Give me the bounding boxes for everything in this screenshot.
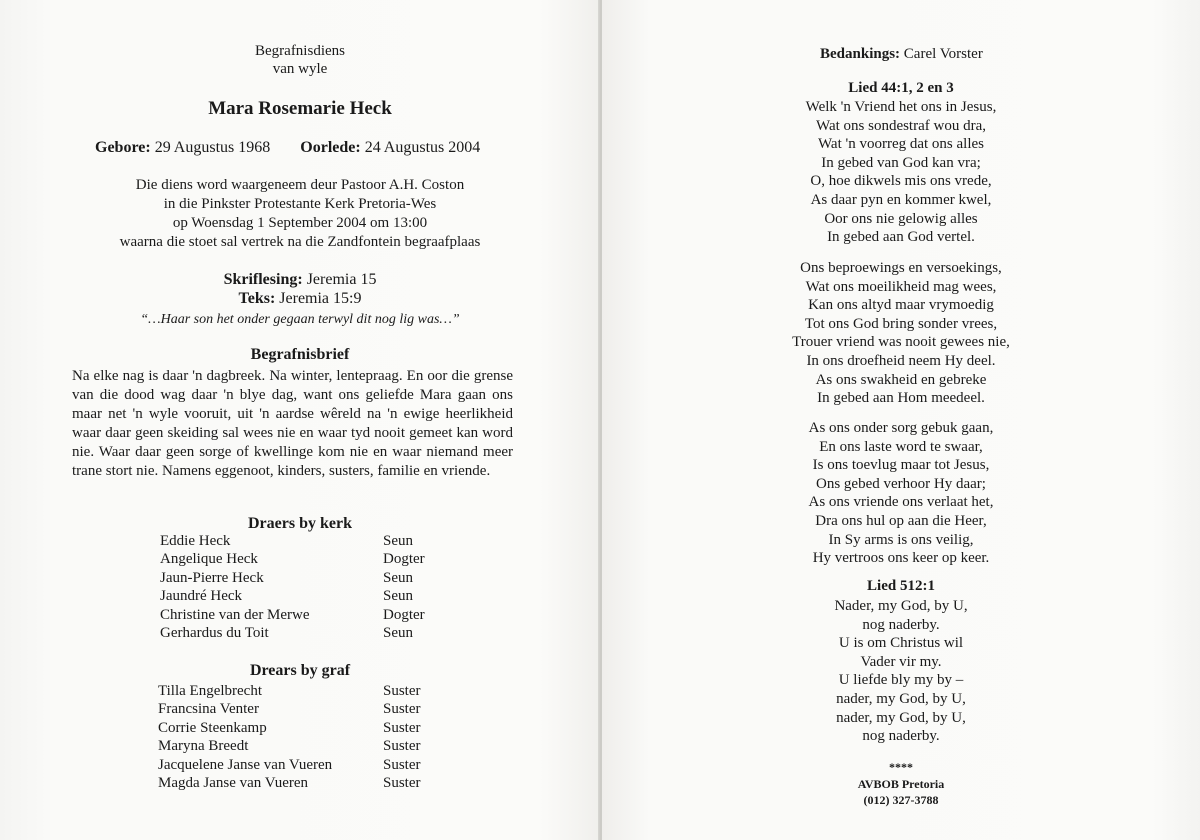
letter-title: Begrafnisbrief	[250, 346, 350, 363]
thanks-label: Bedankings:	[820, 46, 901, 62]
verse-line: Oor ons nie gelowig alles	[824, 210, 978, 227]
grave-bearers-title: Drears by graf	[249, 662, 351, 679]
bearer-relation: Dogter	[383, 606, 425, 623]
undertaker-phone: (012) 327-3788	[863, 793, 939, 807]
text-label: Teks:	[238, 290, 276, 307]
scripture-value: Jeremia 15	[306, 271, 377, 288]
hymn-verse-2	[602, 259, 1200, 408]
verse-line: As ons swakheid en gebreke	[815, 371, 987, 388]
bearer-relation: Seun	[383, 624, 413, 641]
service-line: waarna die stoet sal vertrek na die Zandfontein begraafplaas	[119, 234, 481, 250]
deceased-name: Mara Rosemarie Heck	[208, 98, 392, 119]
verse-line: Ons gebed verhoor Hy daar;	[816, 475, 986, 492]
verse-line: nader, my God, by U,	[836, 709, 966, 726]
acknowledgements	[820, 46, 983, 63]
died-label: Oorlede:	[300, 139, 361, 156]
church-bearers-title: Draers by kerk	[248, 515, 352, 532]
life-dates	[95, 139, 480, 157]
bearer-relation: Seun	[383, 588, 413, 605]
born-label: Gebore:	[95, 139, 151, 156]
bearer-relation: Suster	[383, 774, 421, 791]
undertaker-name: AVBOB Pretoria	[857, 777, 945, 791]
bearer-relation: Suster	[383, 683, 421, 699]
verse-line: U liefde bly my by –	[838, 672, 964, 689]
bearer-relation: Suster	[383, 701, 421, 718]
verse-line: Welk 'n Vriend het ons in Jesus,	[805, 99, 997, 115]
verse-line: Vader vir my.	[860, 653, 942, 670]
list-item	[160, 737, 460, 755]
header-line: van wyle	[272, 61, 328, 77]
bearer-name: Jacquelene Janse van Vueren	[158, 756, 333, 773]
list-item	[160, 550, 460, 568]
bearer-name: Tilla Engelbrecht	[158, 683, 263, 699]
bearer-relation: Suster	[383, 719, 421, 736]
born-date: 29 Augustus 1968	[154, 139, 271, 156]
verse-line: Wat 'n voorreg dat ons alles	[817, 136, 985, 153]
verse-line: nog naderby.	[862, 728, 940, 745]
bearer-name: Christine van der Merwe	[160, 606, 310, 623]
scripture-label: Skriflesing:	[223, 271, 303, 288]
verse-line: As daar pyn en kommer kwel,	[810, 191, 992, 208]
verse-line: Ons beproewings en versoekings,	[800, 260, 1002, 276]
verse-line: As ons vriende ons verlaat het,	[808, 494, 994, 511]
divider-stars: ****	[889, 760, 913, 774]
verse-line: In ons droefheid neem Hy deel.	[806, 352, 996, 369]
verse-line: O, hoe dikwels mis ons vrede,	[810, 173, 992, 190]
verse-line: In gebed van God kan vra;	[821, 154, 981, 171]
bearer-relation: Suster	[383, 738, 421, 755]
hymn-title: Lied 512:1	[867, 578, 935, 594]
bearer-name: Angelique Heck	[160, 551, 258, 568]
verse-line: Wat ons sondestraf wou dra,	[815, 117, 986, 134]
list-item	[160, 624, 460, 642]
bearer-relation: Seun	[383, 533, 413, 549]
bearer-name: Gerhardus du Toit	[160, 624, 269, 641]
verse-line: As ons onder sorg gebuk gaan,	[808, 420, 994, 436]
list-item	[160, 682, 460, 700]
text-value: Jeremia 15:9	[279, 290, 362, 307]
hymn-verse-3	[602, 419, 1200, 568]
verse-line: In Sy arms is ons veilig,	[828, 531, 974, 548]
bearer-name: Corrie Steenkamp	[158, 719, 267, 736]
verse-line: Kan ons altyd maar vrymoedig	[808, 297, 994, 314]
list-item	[160, 700, 460, 718]
bearer-name: Jaundré Heck	[160, 588, 243, 605]
bearer-name: Jaun-Pierre Heck	[160, 569, 264, 586]
verse-line: Tot ons God bring sonder vrees,	[804, 315, 998, 332]
service-line: Die diens word waargeneem deur Pastoor A.H. Coston	[135, 177, 465, 193]
verse-line: Nader, my God, by U,	[834, 598, 968, 614]
scripture-quote: “…Haar son het onder gegaan terwyl dit nog lig was…”	[140, 312, 460, 327]
bearer-relation: Dogter	[383, 551, 425, 568]
bearer-relation: Seun	[383, 569, 413, 586]
hymn-verse-1	[602, 98, 1200, 247]
service-line: op Woensdag 1 September 2004 om 13:00	[172, 215, 428, 231]
verse-line: Is ons toevlug maar tot Jesus,	[812, 457, 990, 474]
church-bearers-list	[160, 532, 460, 642]
grave-bearers-list	[160, 682, 460, 792]
bearer-name: Maryna Breedt	[158, 738, 249, 755]
verse-line: Trouer vriend was nooit gewees nie,	[792, 334, 1010, 351]
list-item	[160, 756, 460, 774]
header-line: Begrafnisdiens	[255, 43, 345, 59]
list-item	[160, 532, 460, 550]
bearer-name: Magda Janse van Vueren	[158, 774, 309, 791]
verse-line: En ons laste word te swaar,	[819, 438, 983, 455]
scripture-block	[0, 270, 600, 308]
verse-line: nog naderby.	[862, 616, 940, 633]
list-item	[160, 719, 460, 737]
list-item	[160, 774, 460, 792]
list-item	[160, 569, 460, 587]
verse-line: Wat ons moeilikheid mag wees,	[805, 278, 997, 295]
bearer-relation: Suster	[383, 756, 421, 773]
service-header	[0, 42, 600, 78]
list-item	[160, 606, 460, 624]
verse-line: In gebed aan Hom meedeel.	[817, 390, 985, 407]
service-line: in die Pinkster Protestante Kerk Pretoria-Wes	[163, 196, 437, 212]
bearer-name: Eddie Heck	[160, 533, 231, 549]
thanks-value: Carel Vorster	[903, 46, 983, 62]
verse-line: In gebed aan God vertel.	[827, 229, 975, 246]
letter-body: Na elke nag is daar 'n dagbreek. Na winter, lentepraag. En oor die grense van die dood wag daar 'n blye dag, want ons geliefde Mara gaan ons maar net 'n wyle vooruit, uit 'n aardse wêreld na 'n ewige heerlikheid waar daar geen skeiding sal wees nie en waar tyd nooit gemeet kan word nie. Waar daar geen sorge of kwellinge kom nie en waar niemand meer trane stort nie. Namens eggenoot, kinders, susters, familie en vriende.	[72, 368, 513, 479]
hymn-2-verse	[602, 597, 1200, 746]
verse-line: U is om Christus wil	[838, 635, 964, 652]
service-details	[0, 176, 600, 252]
bearer-name: Francsina Venter	[158, 701, 259, 718]
hymn-title: Lied 44:1, 2 en 3	[848, 80, 954, 96]
verse-line: Dra ons hul op aan die Heer,	[815, 512, 987, 529]
list-item	[160, 587, 460, 605]
verse-line: nader, my God, by U,	[836, 690, 966, 707]
died-date: 24 Augustus 2004	[364, 139, 481, 156]
verse-line: Hy vertroos ons keer op keer.	[812, 550, 990, 567]
